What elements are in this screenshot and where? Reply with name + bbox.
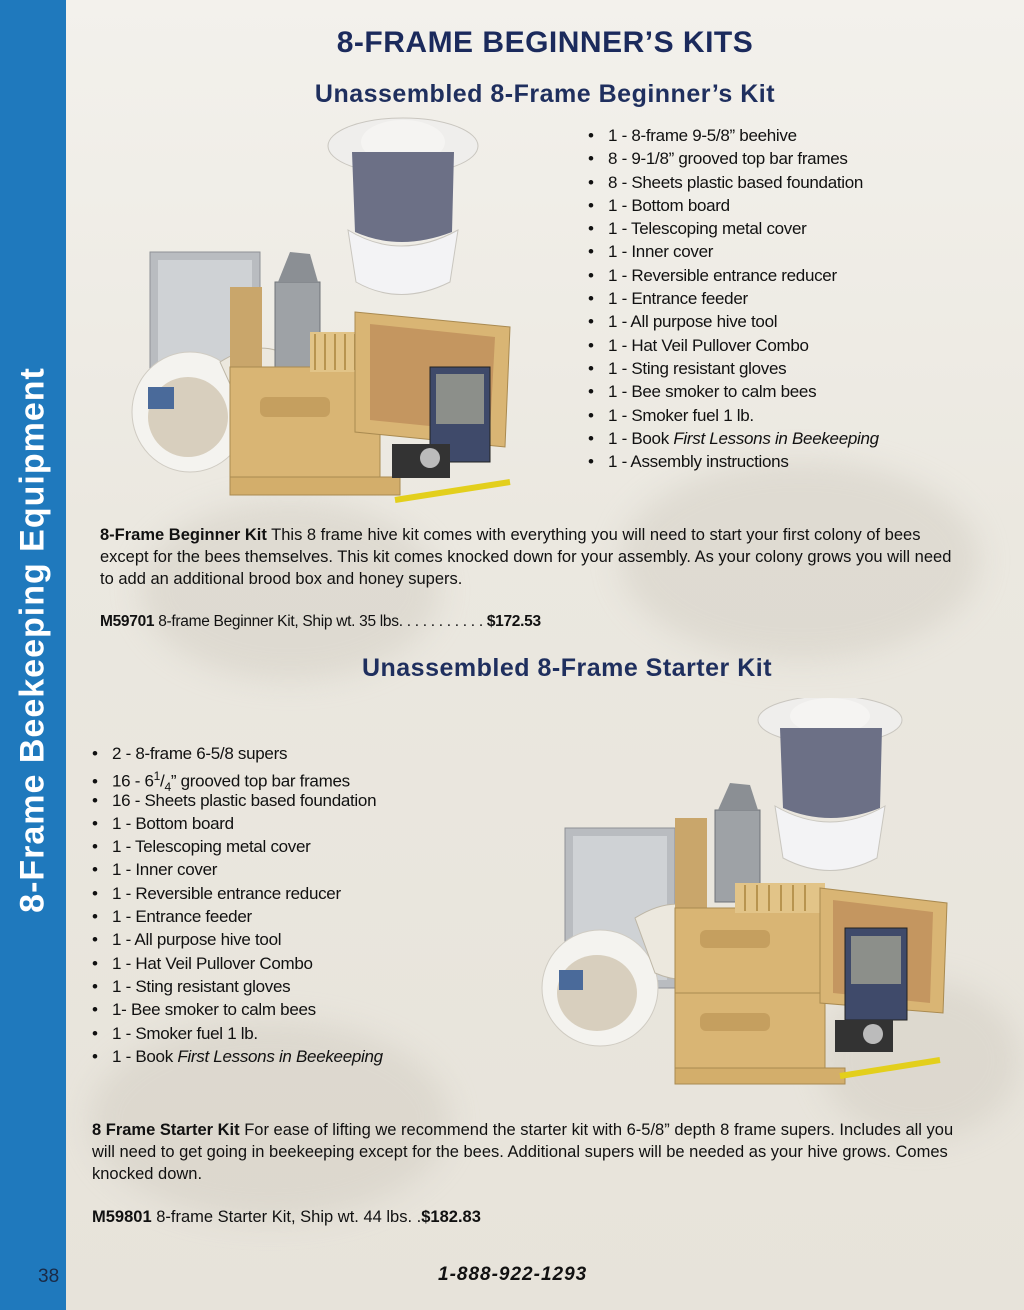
- list-item: • 1 - Sting resistant gloves: [588, 358, 787, 378]
- list-item: • 16 - Sheets plastic based foundation: [92, 790, 377, 810]
- page-number: 38: [38, 1266, 60, 1287]
- list-item: • 1 - Inner cover: [92, 860, 218, 880]
- page-title: 8-FRAME BEGINNER’S KITS: [336, 26, 754, 59]
- list-item: • 1 - 8-frame 9-5/8” beehive: [588, 126, 797, 145]
- list-item: • 1 - Reversible entrance reducer: [92, 883, 341, 903]
- beginner-kit-image: [130, 112, 570, 522]
- list-item: • 1 - Smoker fuel 1 lb.: [92, 1023, 258, 1043]
- beginner-kit-contents-list: [588, 124, 879, 473]
- list-item: • 1 - Entrance feeder: [588, 289, 748, 309]
- starter-kit-title: Unassembled 8-Frame Starter Kit: [361, 654, 773, 682]
- list-item: • $16 - 6^1/_4$” grooved top bar frames: [92, 769, 350, 795]
- starter-kit-image: [535, 698, 955, 1088]
- list-item: • 1 - Assembly instructions: [588, 452, 789, 472]
- list-item: • 1 - Bottom board: [92, 813, 234, 833]
- sidebar-section-label: 8-Frame Beekeeping Equipment: [13, 367, 52, 913]
- list-item: • 1 - Book First Lessons in Beekeeping: [92, 1046, 383, 1066]
- list-item: • 8 - Sheets plastic based foundation: [588, 172, 864, 192]
- list-item: • 1 - Telescoping metal cover: [588, 219, 807, 239]
- starter-kit-contents-list: [92, 742, 383, 1068]
- list-item: • 1 - Bottom board: [588, 195, 730, 215]
- list-item: • 1 - Hat Veil Pullover Combo: [92, 953, 313, 973]
- list-item: • 1 - All purpose hive tool: [92, 930, 282, 950]
- list-item: • 1 - Bee smoker to calm bees: [588, 382, 817, 402]
- list-item: • 1 - Smoker fuel 1 lb.: [588, 405, 754, 425]
- list-item: • 1 - Hat Veil Pullover Combo: [588, 335, 809, 355]
- beginner-kit-description: 8-Frame Beginner Kit This 8 frame hive kit comes with everything you will need to start your first colony of bees except for the bees themselves. This kit comes knocked down for your assembly. As your colony grows you will need to add an additional brood box and honey supers.: [100, 526, 952, 588]
- list-item: • 1 - All purpose hive tool: [588, 312, 778, 332]
- list-item: • 2 - 8-frame 6-5/8 supers: [92, 744, 288, 763]
- starter-kit-description: 8 Frame Starter Kit For ease of lifting we recommend the starter kit with 6-5/8” depth 8 frame supers. Includes all you will need to get going in beekeeping except for the bees. Additional supers will be needed as your hive grows. Comes knocked down.: [92, 1121, 954, 1183]
- beginner-kit-order-line: M59701 8-frame Beginner Kit, Ship wt. 35 lbs. . . . . . . . . . . $172.53: [100, 613, 541, 630]
- starter-kit-order-line: M59801 8-frame Starter Kit, Ship wt. 44 lbs. .$182.83: [92, 1208, 481, 1226]
- list-item: • 1 - Inner cover: [588, 242, 714, 262]
- phone-number: 1-888-922-1293: [438, 1264, 588, 1285]
- beginner-kit-title: Unassembled 8-Frame Beginner’s Kit: [314, 80, 776, 108]
- list-item: • 8 - 9-1/8” grooved top bar frames: [588, 149, 848, 169]
- list-item: • 1 - Book First Lessons in Beekeeping: [588, 428, 879, 448]
- list-item: • 1 - Entrance feeder: [92, 907, 252, 927]
- list-item: • 1 - Telescoping metal cover: [92, 837, 311, 857]
- list-item: • 1 - Reversible entrance reducer: [588, 265, 837, 285]
- sidebar: [0, 0, 66, 1310]
- list-item: • 1 - Sting resistant gloves: [92, 976, 291, 996]
- list-item: • 1- Bee smoker to calm bees: [92, 1000, 316, 1020]
